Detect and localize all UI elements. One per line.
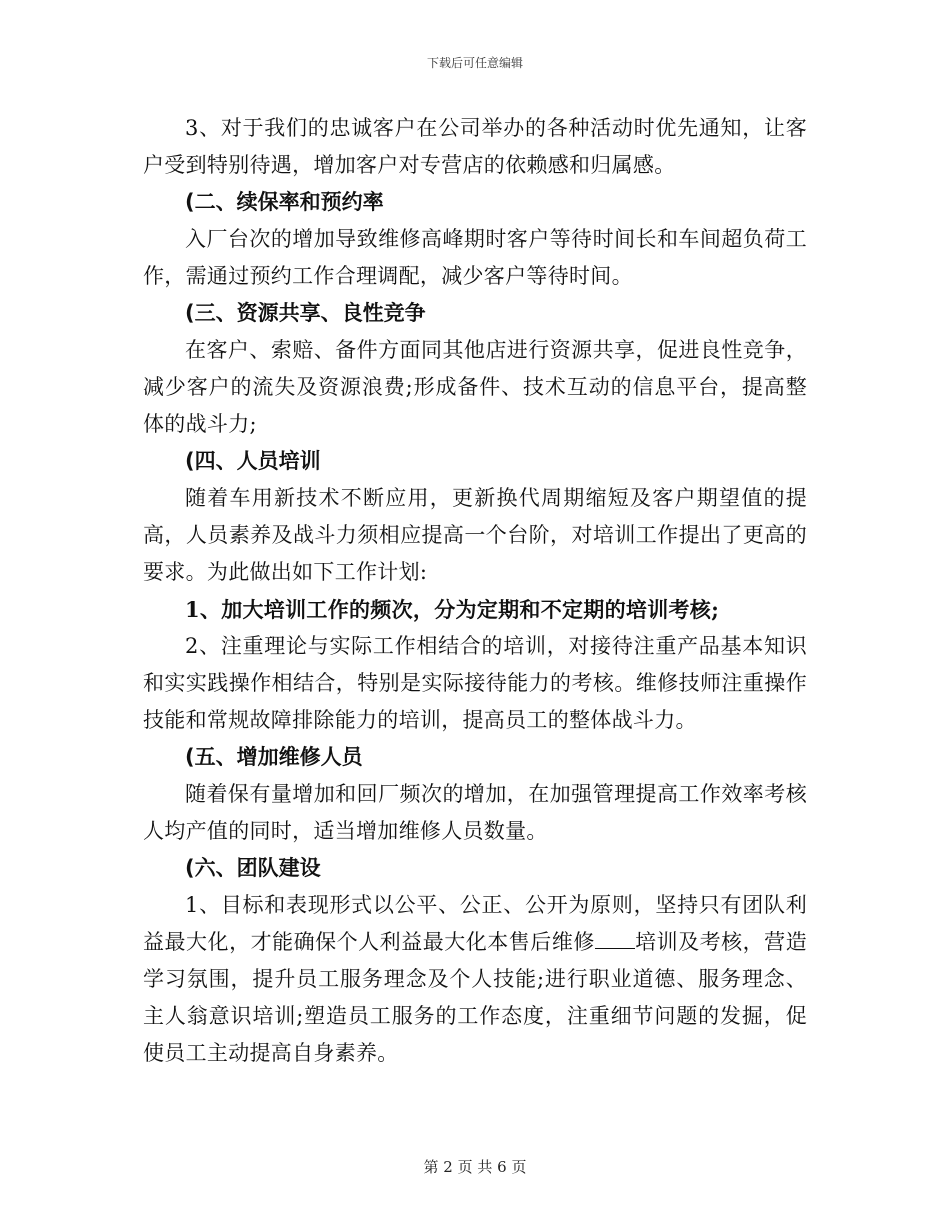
training-item-2: 2、注重理论与实际工作相结合的培训，对接待注重产品基本知识和实实践操作相结合，特别是实际接待能力的考核。维修技师注重操作技能和常规故障排除能力的培训，提高员工的整体战斗力。 (143, 634, 807, 732)
section-heading-renewal: (二、续保率和预约率 (185, 190, 384, 214)
page-number: 第 2 页 共 6 页 (423, 1158, 527, 1176)
paragraph-resource-sharing: 在客户、索赔、备件方面同其他店进行资源共享，促进良性竞争，减少客户的流失及资源浪费;形成备件、技术互动的信息平台，提高整体的战斗力; (143, 338, 807, 436)
team-building-text-start: 1、目标和表现形式以公平、公正、公开为原则，坚持只有团队利益最大化，才能确保个人利益最大化本售后维修 (143, 893, 807, 954)
team-building-text-end: 培训及考核，营造学习氛围，提升员工服务理念及个人技能;进行职业道德、服务理念、主人翁意识培训;塑造员工服务的工作态度，注重细节问题的发掘，促使员工主动提高自身素养。 (143, 930, 807, 1065)
training-item-1: 1、加大培训工作的频次，分为定期和不定期的培训考核; (185, 597, 720, 622)
section-heading-staffing: (五、增加维修人员 (185, 745, 363, 769)
fill-in-blank (595, 930, 635, 949)
section-heading-team-building: (六、团队建设 (185, 856, 321, 880)
document-body (143, 110, 807, 1072)
section-heading-resource-sharing: (三、资源共享、良性竞争 (185, 301, 426, 325)
paragraph-team-building (143, 887, 807, 1072)
paragraph-staffing: 随着保有量增加和回厂频次的增加，在加强管理提高工作效率考核人均产值的同时，适当增加维修人员数量。 (143, 782, 807, 843)
page-header-note: 下载后可任意编辑 (426, 56, 523, 70)
paragraph-training: 随着车用新技术不断应用，更新换代周期缩短及客户期望值的提高，人员素养及战斗力须相应提高一个台阶，对培训工作提出了更高的要求。为此做出如下工作计划: (143, 486, 807, 584)
section-heading-training: (四、人员培训 (185, 449, 321, 473)
paragraph-loyal-customers: 3、对于我们的忠诚客户在公司举办的各种活动时优先通知，让客户受到特别待遇，增加客户对专营店的依赖感和归属感。 (143, 116, 807, 177)
paragraph-renewal: 入厂台次的增加导致维修高峰期时客户等待时间长和车间超负荷工作，需通过预约工作合理调配，减少客户等待时间。 (143, 227, 807, 288)
